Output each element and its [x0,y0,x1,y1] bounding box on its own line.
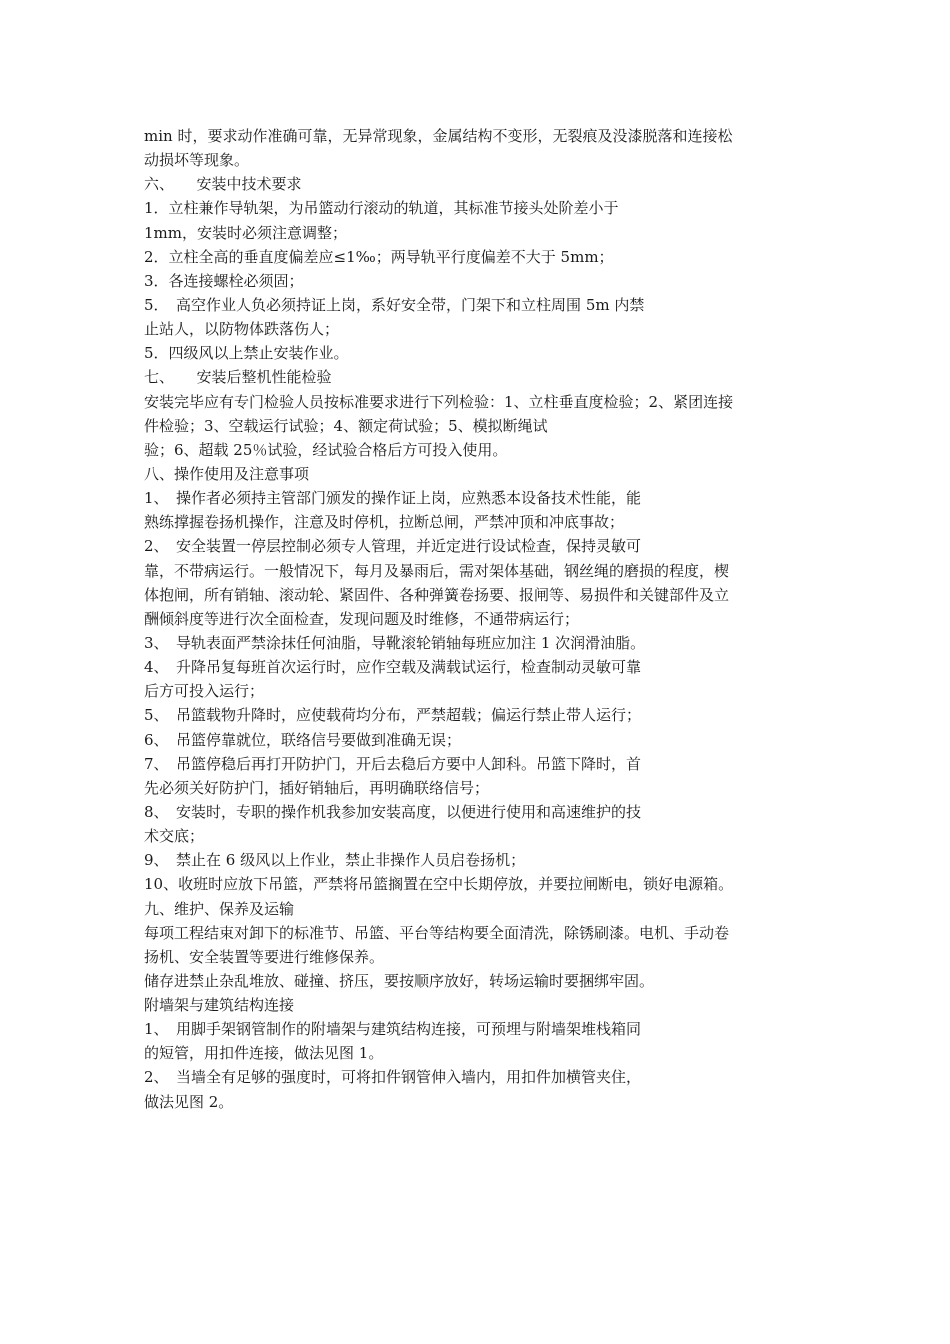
text-line: 止站人，以防物体跌落伤人； [144,320,340,339]
text-line: 5． 高空作业人负必须持证上岗，系好安全带，门架下和立柱周围 5m 内禁 [144,295,645,314]
text-line: 件检验；3、空载运行试验；4、额定荷试验；5、模拟断绳试 [144,416,548,435]
text-line: 术交底； [144,827,205,846]
text-line: 1．立柱兼作导轨架，为吊篮动行滚动的轨道，其标准节接头处阶差小于 [144,199,619,218]
text-line: 酬倾斜度等进行次全面检查，发现问题及时维修，不通带病运行； [144,609,580,628]
text-line: 8、 安装时，专职的操作机我参加安装高度，以便进行使用和高速维护的技 [144,802,642,821]
text-line: 10、收班时应放下吊篮，严禁将吊篮搁置在空中长期停放，并要拉闸断电，锁好电源箱。 [144,875,734,894]
text-line: min 时，要求动作准确可靠，无异常现象，金属结构不变形，无裂痕及没漆脱落和连接松 [144,127,733,145]
text-line: 做法见图 2。 [144,1092,234,1111]
text-line: 先必须关好防护门，插好销轴后，再明确联络信号； [144,778,490,797]
text-line: 9、 禁止在 6 级风以上作业，禁止非操作人员启卷扬机； [144,851,526,870]
text-line: 6、 吊篮停靠就位，联络信号要做到准确无误； [144,730,462,749]
text-line: 7、 吊篮停稳后再打开防护门，开后去稳后方要中人卸科。吊篮下降时，首 [144,754,642,773]
text-line: 熟练撑握卷扬机操作，注意及时停机，拉断总闸，严禁冲顶和冲底事故； [144,513,625,532]
text-line: 靠，不带病运行。一般情况下，每月及暴雨后，需对架体基础，钢丝绳的磨损的程度，楔 [144,561,730,580]
text-line: 验；6、超载 25％试验，经试验合格后方可投入使用。 [144,440,508,459]
text-line: 的短管，用扣件连接，做法见图 1。 [144,1044,384,1063]
text-line: 1、 操作者必须持主管部门颁发的操作证上岗，应熟悉本设备技术性能，能 [144,489,642,508]
text-line: 2、 安全装置一停层控制必须专人管理，并近定进行设试检查，保持灵敏可 [144,537,642,556]
section-heading: 八、操作使用及注意事项 [144,464,310,483]
text-line: 每项工程结束对卸下的标准节、吊篮、平台等结构要全面清洗，除锈刷漆。电机、手动卷 [144,923,730,942]
text-line: 体抱闸，所有销轴、滚动轮、紧固件、各种弹簧卷扬要、报闸等、易损件和关键部件及立 [144,585,730,604]
section-heading: 九、维护、保养及运输 [144,899,295,918]
text-line: 5、 吊篮载物升降时，应使载荷均分布，严禁超载；偏运行禁止带人运行； [144,706,642,725]
section-heading: 六、 安装中技术要求 [144,175,302,194]
text-line: 3、 导轨表面严禁涂抹任何油脂，导靴滚轮销轴每班应加注 1 次润滑油脂。 [144,633,646,652]
text-line: 3．各连接螺栓必须固； [144,271,304,290]
text-line: 5．四级风以上禁止安装作业。 [144,344,349,363]
text-line: 后方可投入运行； [144,682,265,701]
text-line: 2、 当墙全有足够的强度时，可将扣件钢管伸入墙内，用扣件加横管夹住， [144,1068,642,1087]
text-line: 安装完毕应有专门检验人员按标准要求进行下列检验：1、立柱垂直度检验；2、紧团连接 [144,392,734,411]
text-line: 4、 升降吊复每班首次运行时，应作空载及满载试运行，检查制动灵敏可靠 [144,658,642,677]
document-body [144,124,824,1114]
section-heading: 附墙架与建筑结构连接 [144,996,295,1015]
text-line: 1、 用脚手架钢管制作的附墙架与建筑结构连接，可预埋与附墙架堆栈箱同 [144,1020,642,1039]
text-line: 1mm，安装时必须注意调整； [144,223,347,242]
text-line: 扬机、安全装置等要进行维修保养。 [144,947,385,966]
text-line: 2．立柱全高的垂直度偏差应≤1‰；两导轨平行度偏差不大于 5mm； [144,247,614,266]
text-line: 储存进禁止杂乱堆放、碰撞、挤压，要按顺序放好，转场运输时要捆绑牢固。 [144,971,655,990]
section-heading: 七、 安装后整机性能检验 [144,368,332,387]
text-line: 动损坏等现象。 [144,151,250,170]
